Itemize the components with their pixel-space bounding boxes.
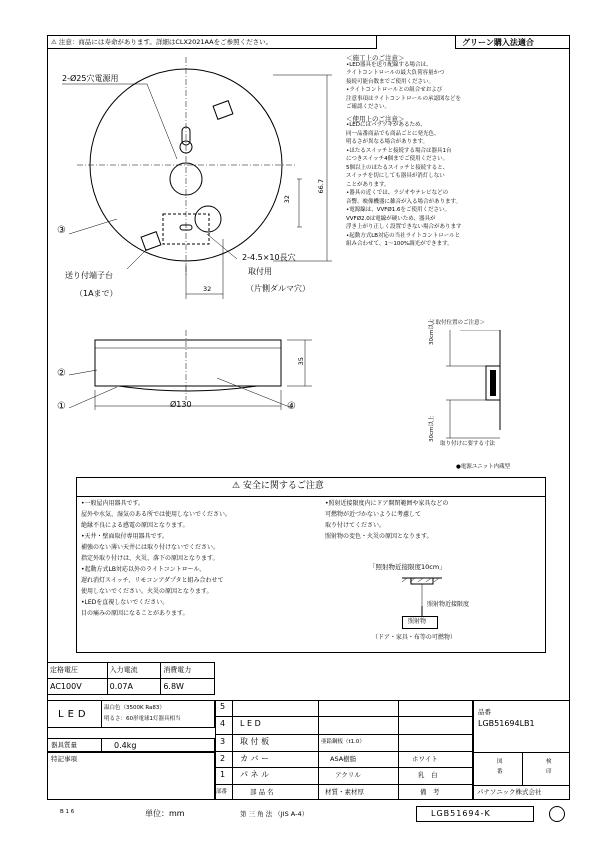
parts-row-rule <box>215 784 473 785</box>
safety-line: 取り付けてください。 <box>325 522 386 529</box>
revision-circle <box>549 806 565 822</box>
safety-line: •LEDを直視しないでください。 <box>81 599 169 606</box>
led-divider <box>101 701 102 727</box>
parts-col-mat <box>398 700 399 800</box>
usage-notes <box>346 123 568 251</box>
note-line: 接続可能台数までご使用ください。 <box>346 78 435 85</box>
note-line: •ほたるスイッチと接続する場合は器具1台 <box>346 147 452 154</box>
note-line: VVFØ2.0は電線が硬いため、器具が <box>346 215 436 222</box>
safety-line: 補強のない薄い天井には取り付けないでください。 <box>81 544 220 551</box>
side-30-bottom: 30cm以上 <box>429 415 435 442</box>
weight-label: 器具質量 <box>51 741 77 749</box>
dim-35: 35 <box>296 357 305 366</box>
side-30-top: 30cm以上 <box>429 318 435 345</box>
usage-title: ＜使用上のご注意＞ <box>346 114 405 123</box>
safety-line: •起動方式LB対応以外のライトコントロール、 <box>81 566 205 573</box>
part-mat: 亜鉛鋼板（t1.0） <box>321 739 365 745</box>
object-box <box>402 616 438 629</box>
part-no: 2 <box>220 754 226 763</box>
safety-left <box>81 501 321 622</box>
caution-text: ⚠ 注意：商品には寿命があります。詳細はCLX2021AAをご参照ください。 <box>51 38 273 46</box>
product-zu: 図 <box>497 759 503 765</box>
note-line: 5個以上のほたるスイッチと接続すると、 <box>346 164 449 171</box>
safety-line: 照射物の変色・火災の原因となります。 <box>325 533 433 540</box>
product-ban: 番 <box>497 769 503 775</box>
parts-table <box>215 700 473 800</box>
limit-label: 照射物近接限度 <box>427 601 470 608</box>
doc-number-box <box>416 806 534 822</box>
product-ken: 検 <box>546 759 552 765</box>
long-hole-label-2: 取付用 <box>248 267 272 276</box>
safety-line: 遅れ消灯スイッチ、リモコンアダプタと組み合わせて <box>81 577 224 584</box>
side-title: ＜取付位置のご注意＞ <box>430 320 486 326</box>
parts-head-mat: 材質・素材厚 <box>325 788 364 796</box>
spec-h1: 定格電圧 <box>48 663 108 679</box>
parts-row-rule <box>215 716 473 717</box>
safety-line: 可燃物が近づかないように考慮して <box>325 511 422 518</box>
object-label: 照射物 <box>408 618 427 625</box>
power-unit: ●電源ユニット内蔵型 <box>456 464 511 470</box>
dim-66-7: 66.7 <box>316 179 325 194</box>
safety-title-rule <box>77 496 545 497</box>
projection: 第 三 角 法 （JIS A-4） <box>240 810 309 818</box>
mounting-diagram <box>420 330 530 455</box>
parts-head-no: 部番 <box>216 789 228 795</box>
terminal-sublabel: （1Aまで） <box>75 289 118 298</box>
note-line: スイッチを切にしても器具が消灯しない <box>346 173 445 179</box>
weight-row <box>47 738 215 752</box>
construction-notes <box>346 63 568 114</box>
parts-col-name <box>318 700 319 800</box>
note-line: 音響、映像機器に雑音が入る場合があります。 <box>346 198 462 205</box>
note-line: 組み合わせて、1～100%調光ができます。 <box>346 241 453 247</box>
part-no: 1 <box>220 770 226 779</box>
safety-box <box>76 477 546 653</box>
part-no: 5 <box>220 702 226 711</box>
object-note: （ドア・家具・布等の可燃物） <box>372 634 456 641</box>
note-line: •LEDにはバラツキがあるため、 <box>346 122 426 128</box>
led-label: LED <box>58 709 90 720</box>
special-label: 特記事項 <box>51 755 77 763</box>
product-rule <box>474 785 569 786</box>
parts-head-note: 備 考 <box>420 788 440 796</box>
part-mat: ASA樹脂 <box>330 755 357 763</box>
limit-diagram <box>397 576 470 621</box>
note-line: 同一品番商品でも商品ごとに発光色、 <box>346 130 440 137</box>
led-desc-2: 明るさ：60形電球1灯器具相当 <box>104 716 181 722</box>
construction-title: ＜施工上のご注意＞ <box>346 54 405 62</box>
safety-line: 目の痛みの原因になることがあります。 <box>81 610 189 617</box>
spec-v2: 0.07A <box>107 679 161 695</box>
part-no: 4 <box>220 719 226 728</box>
ref-4: ④ <box>287 401 296 412</box>
part-mat: アクリル <box>335 771 361 779</box>
note-line: •ライトコントロールとの組合せおよび <box>346 87 443 93</box>
spec-v3: 6.8W <box>161 679 215 695</box>
green-text: グリーン購入法適合 <box>462 38 534 47</box>
note-line: •器具の近くでは、ラジオやテレビなどの <box>346 190 449 196</box>
note-line: につきスイッチ4個までご使用ください。 <box>346 156 449 162</box>
safety-line: •一般屋内用器具です。 <box>81 500 145 507</box>
parts-row-rule <box>215 767 473 768</box>
note-line: 浮き上がり正しく設置できない場合があります <box>346 224 462 230</box>
note-line: •LED器具を送り配線する場合は、 <box>346 61 432 68</box>
long-hole-label: 2-4.5×10長穴 <box>242 253 296 262</box>
part-name: 取 付 板 <box>240 737 270 746</box>
dim-32-vertical: 32 <box>282 195 291 204</box>
safety-line: •照射近接限度内にドア開閉範囲や家具などの <box>325 500 449 507</box>
hole-label: 2-Ø25穴電源用 <box>62 74 119 83</box>
company: パナソニック株式会社 <box>477 788 542 796</box>
led-row <box>47 700 215 728</box>
dim-32-horizontal: 32 <box>203 285 212 293</box>
product-code: LGB51694LB1 <box>478 719 535 728</box>
ref-1: ① <box>57 401 66 412</box>
product-label: 品番 <box>478 708 491 716</box>
safety-line: 使用しないでください。火災の原因となります。 <box>81 588 213 595</box>
special-row <box>47 752 215 800</box>
part-name: パ ネ ル <box>240 770 270 779</box>
ref-3: ③ <box>57 225 66 236</box>
caution-header <box>47 35 377 49</box>
led-desc-1: 温白色（3500K Ra83） <box>104 705 165 711</box>
spec-h3: 消費電力 <box>161 663 215 679</box>
parts-head-name: 部 品 名 <box>250 788 274 796</box>
spec-h2: 入力電流 <box>107 663 161 679</box>
parts-row-rule <box>215 751 473 752</box>
note-line: •起動方式LB対応の当社ライトコントロールと <box>346 232 461 239</box>
safety-line: 屋外や水気、湿気のある所では使用しないでください。 <box>81 511 232 518</box>
product-in: 印 <box>546 769 552 775</box>
long-hole-label-3: （片側ダルマ穴） <box>246 284 310 293</box>
part-name: L E D <box>240 719 261 728</box>
part-note: 乳 白 <box>418 771 438 779</box>
safety-line: 指定外取り付けは、火災、落下の原因となります。 <box>81 555 219 562</box>
doc-number: LGB51694-K <box>431 809 491 818</box>
part-no: 3 <box>220 737 226 746</box>
safety-line: 絶縁不良による感電の原因となります。 <box>81 522 189 529</box>
part-name: カ バ ー <box>240 754 270 763</box>
top-view-drawing <box>47 49 347 309</box>
parts-row-rule <box>215 734 473 735</box>
note-line: 注意事項はライトコントロールの承認図などを <box>346 95 462 102</box>
note-line: ライトコントロールの最大負荷容量かつ <box>346 70 445 76</box>
terminal-label: 送り付端子台 <box>65 271 113 280</box>
note-line: •電源線は、VVFØ1.6をご使用ください。 <box>346 207 451 213</box>
side-note: 取り付けに要する寸法 <box>440 441 496 447</box>
part-note: ホワイト <box>412 755 438 763</box>
note-line: 明るさが異なる場合があります。 <box>346 139 429 145</box>
note-line: ことがあります。 <box>346 181 390 188</box>
green-badge <box>455 35 570 49</box>
spec-v1: AC100V <box>48 679 108 695</box>
safety-right <box>325 501 540 545</box>
unit-label: 単位：mm <box>145 809 185 818</box>
notes-panel <box>346 55 568 251</box>
parts-col-no <box>232 700 233 800</box>
safety-line: •天井・壁面取付専用器具です。 <box>81 533 169 540</box>
weight-divider <box>101 739 102 751</box>
safety-title: ⚠ 安全に関するご注意 <box>232 481 324 491</box>
weight-value: 0.4kg <box>114 741 137 750</box>
ref-2: ② <box>57 368 66 379</box>
note-line: ご確認ください。 <box>346 104 391 110</box>
spec-table <box>47 662 215 695</box>
dim-130: Ø130 <box>170 400 192 409</box>
sheet-size: B 1 6 <box>60 809 75 815</box>
limit-box: 「照射物近接限度10cm」 <box>369 563 446 571</box>
product-col <box>522 752 523 785</box>
